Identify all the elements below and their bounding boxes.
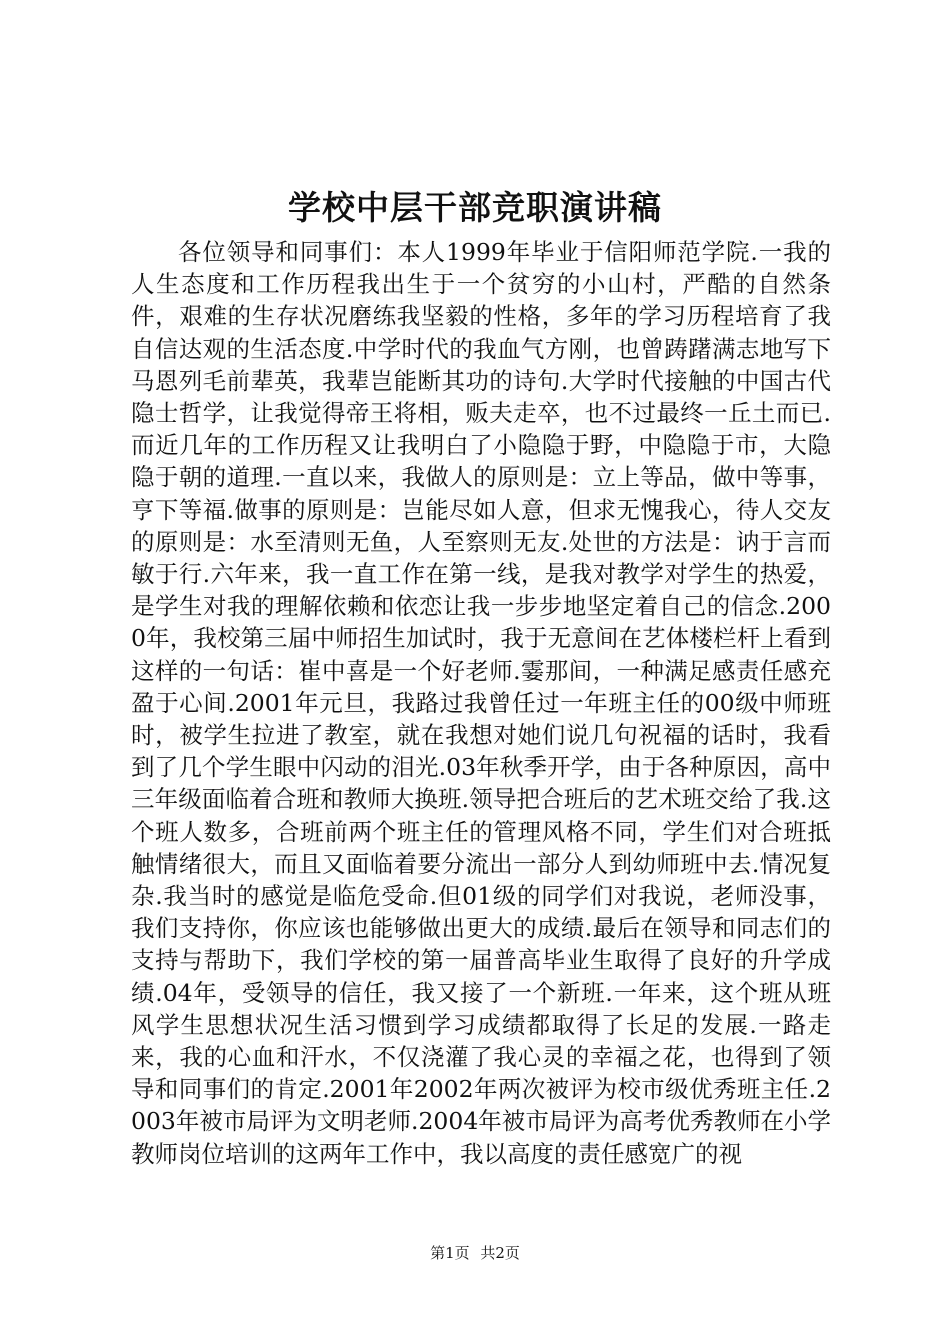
document-title: 学校中层干部竞职演讲稿	[288, 188, 662, 227]
page-number-current: 第1页	[430, 1244, 470, 1262]
page-footer	[0, 1243, 950, 1263]
page-number-total: 共2页	[480, 1244, 520, 1262]
document-body-paragraph: 各位领导和同事们：本人1999年毕业于信阳师范学院.一我的人生态度和工作历程我出生于一个贫穷的小山村，严酷的自然条件，艰难的生存状况磨练我坚毅的性格，多年的学习历程培育了我自信达观的生活态度.中学时代的我血气方刚，也曾踌躇满志地写下马恩列毛前辈英，我辈岂能断其功的诗句.大学时代接触的中国古代隐士哲学，让我觉得帝王将相，贩夫走卒，也不过最终一丘土而已.而近几年的工作历程又让我明白了小隐隐于野，中隐隐于市，大隐隐于朝的道理.一直以来，我做人的原则是：立上等品，做中等事，亨下等福.做事的原则是：岂能尽如人意，但求无愧我心，待人交友的原则是：水至清则无鱼，人至察则无友.处世的方法是：讷于言而敏于行.六年来，我一直工作在第一线，是我对教学对学生的热爱，是学生对我的理解依赖和依恋让我一步步地坚定着自己的信念.2000年，我校第三届中师招生加试时，我于无意间在艺体楼栏杆上看到这样的一句话：崔中喜是一个好老师.霎那间，一种满足感责任感充盈于心间.2001年元旦，我路过我曾任过一年班主任的00级中师班时，被学生拉进了教室，就在我想对她们说几句祝福的话时，我看到了几个学生眼中闪动的泪光.03年秋季开学，由于各种原因，高中三年级面临着合班和教师大换班.领导把合班后的艺术班交给了我.这个班人数多，合班前两个班主任的管理风格不同，学生们对合班抵触情绪很大，而且又面临着要分流出一部分人到幼师班中去.情况复杂.我当时的感觉是临危受命.但01级的同学们对我说，老师没事，我们支持你，你应该也能够做出更大的成绩.最后在领导和同志们的支持与帮助下，我们学校的第一届普高毕业生取得了良好的升学成绩.04年，受领导的信任，我又接了一个新班.一年来，这个班从班风学生思想状况生活习惯到学习成绩都取得了长足的发展.一路走来，我的心血和汗水，不仅浇灌了我心灵的幸福之花，也得到了领导和同事们的肯定.2001年2002年两次被评为校市级优秀班主任.2003年被市局评为文明老师.2004年被市局评为高考优秀教师在小学教师岗位培训的这两年工作中，我以高度的责任感宽广的视	[131, 238, 831, 1168]
